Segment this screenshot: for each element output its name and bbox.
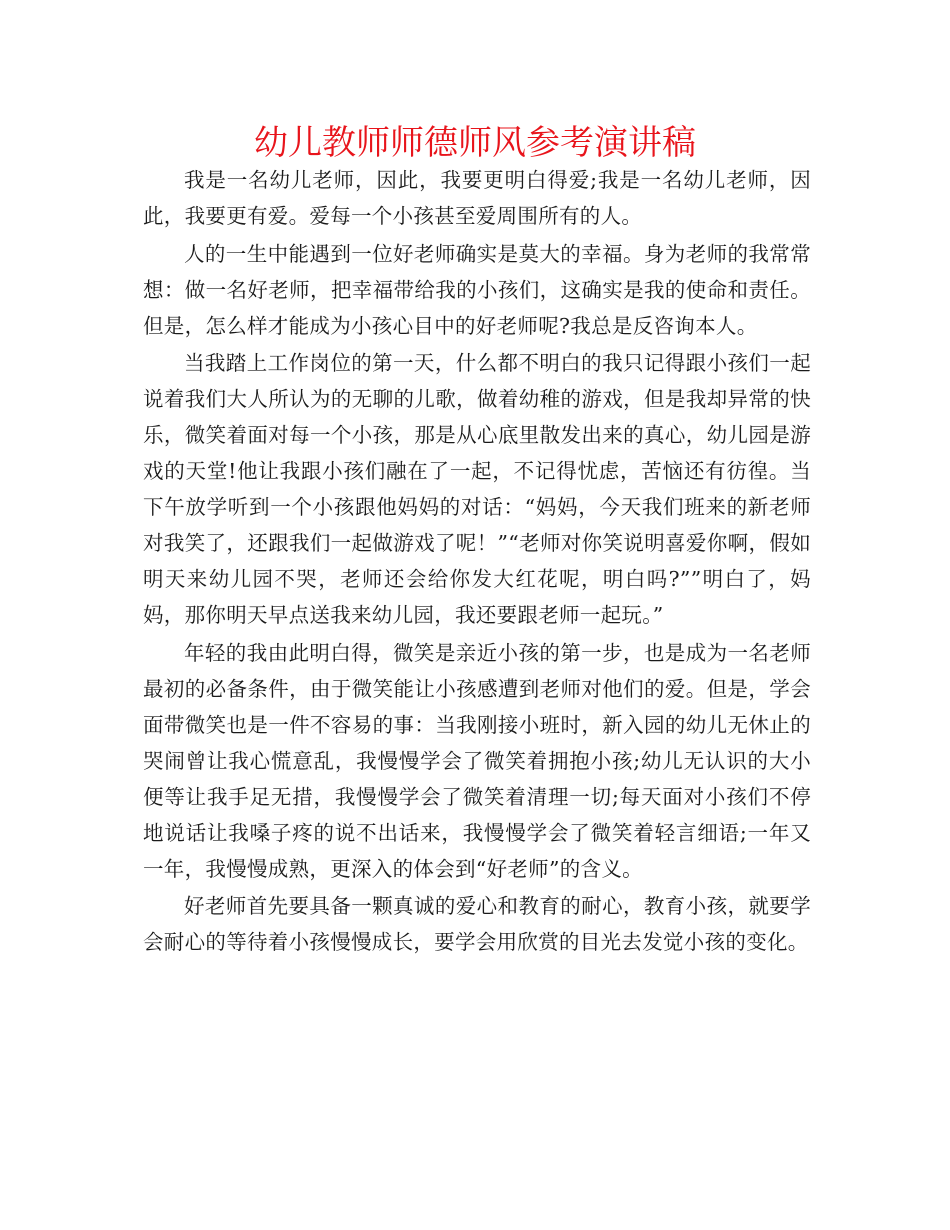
paragraph: 当我踏上工作岗位的第一天，什么都不明白的我只记得跟小孩们一起说着我们大人所认为的无聊的儿歌，做着幼稚的游戏，但是我却异常的快乐，微笑着面对每一个小孩，那是从心底里散发出来的真心，幼儿园是游戏的天堂!他让我跟小孩们融在了一起，不记得忧虑，苦恼还有彷徨。当下午放学听到一个小孩跟他妈妈的对话：“妈妈，今天我们班来的新老师对我笑了，还跟我们一起做游戏了呢！”“老师对你笑说明喜爱你啊，假如明天来幼儿园不哭，老师还会给你发大红花呢，明白吗?””明白了，妈妈，那你明天早点送我来幼儿园，我还要跟老师一起玩。” bbox=[143, 351, 811, 627]
paragraph: 人的一生中能遇到一位好老师确实是莫大的幸福。身为老师的我常常想：做一名好老师，把幸福带给我的小孩们，这确实是我的使命和责任。但是，怎么样才能成为小孩心目中的好老师呢?我总是反咨询本人。 bbox=[143, 241, 811, 338]
document-body bbox=[143, 162, 811, 962]
paragraph: 我是一名幼儿老师，因此，我要更明白得爱;我是一名幼儿老师，因此，我要更有爱。爱每一个小孩甚至爱周围所有的人。 bbox=[143, 168, 811, 228]
paragraph: 年轻的我由此明白得，微笑是亲近小孩的第一步，也是成为一名老师最初的必备条件，由于微笑能让小孩感遭到老师对他们的爱。但是，学会面带微笑也是一件不容易的事：当我刚接小班时，新入园的幼儿无休止的哭闹曾让我心慌意乱，我慢慢学会了微笑着拥抱小孩;幼儿无认识的大小便等让我手足无措，我慢慢学会了微笑着清理一切;每天面对小孩们不停地说话让我嗓子疼的说不出话来，我慢慢学会了微笑着轻言细语;一年又一年，我慢慢成熟，更深入的体会到“好老师”的含义。 bbox=[143, 640, 811, 881]
paragraph: 好老师首先要具备一颗真诚的爱心和教育的耐心，教育小孩，就要学会耐心的等待着小孩慢慢成长，要学会用欣赏的目光去发觉小孩的变化。 bbox=[143, 894, 811, 954]
document-title: 幼儿教师师德师风参考演讲稿 bbox=[254, 123, 696, 163]
